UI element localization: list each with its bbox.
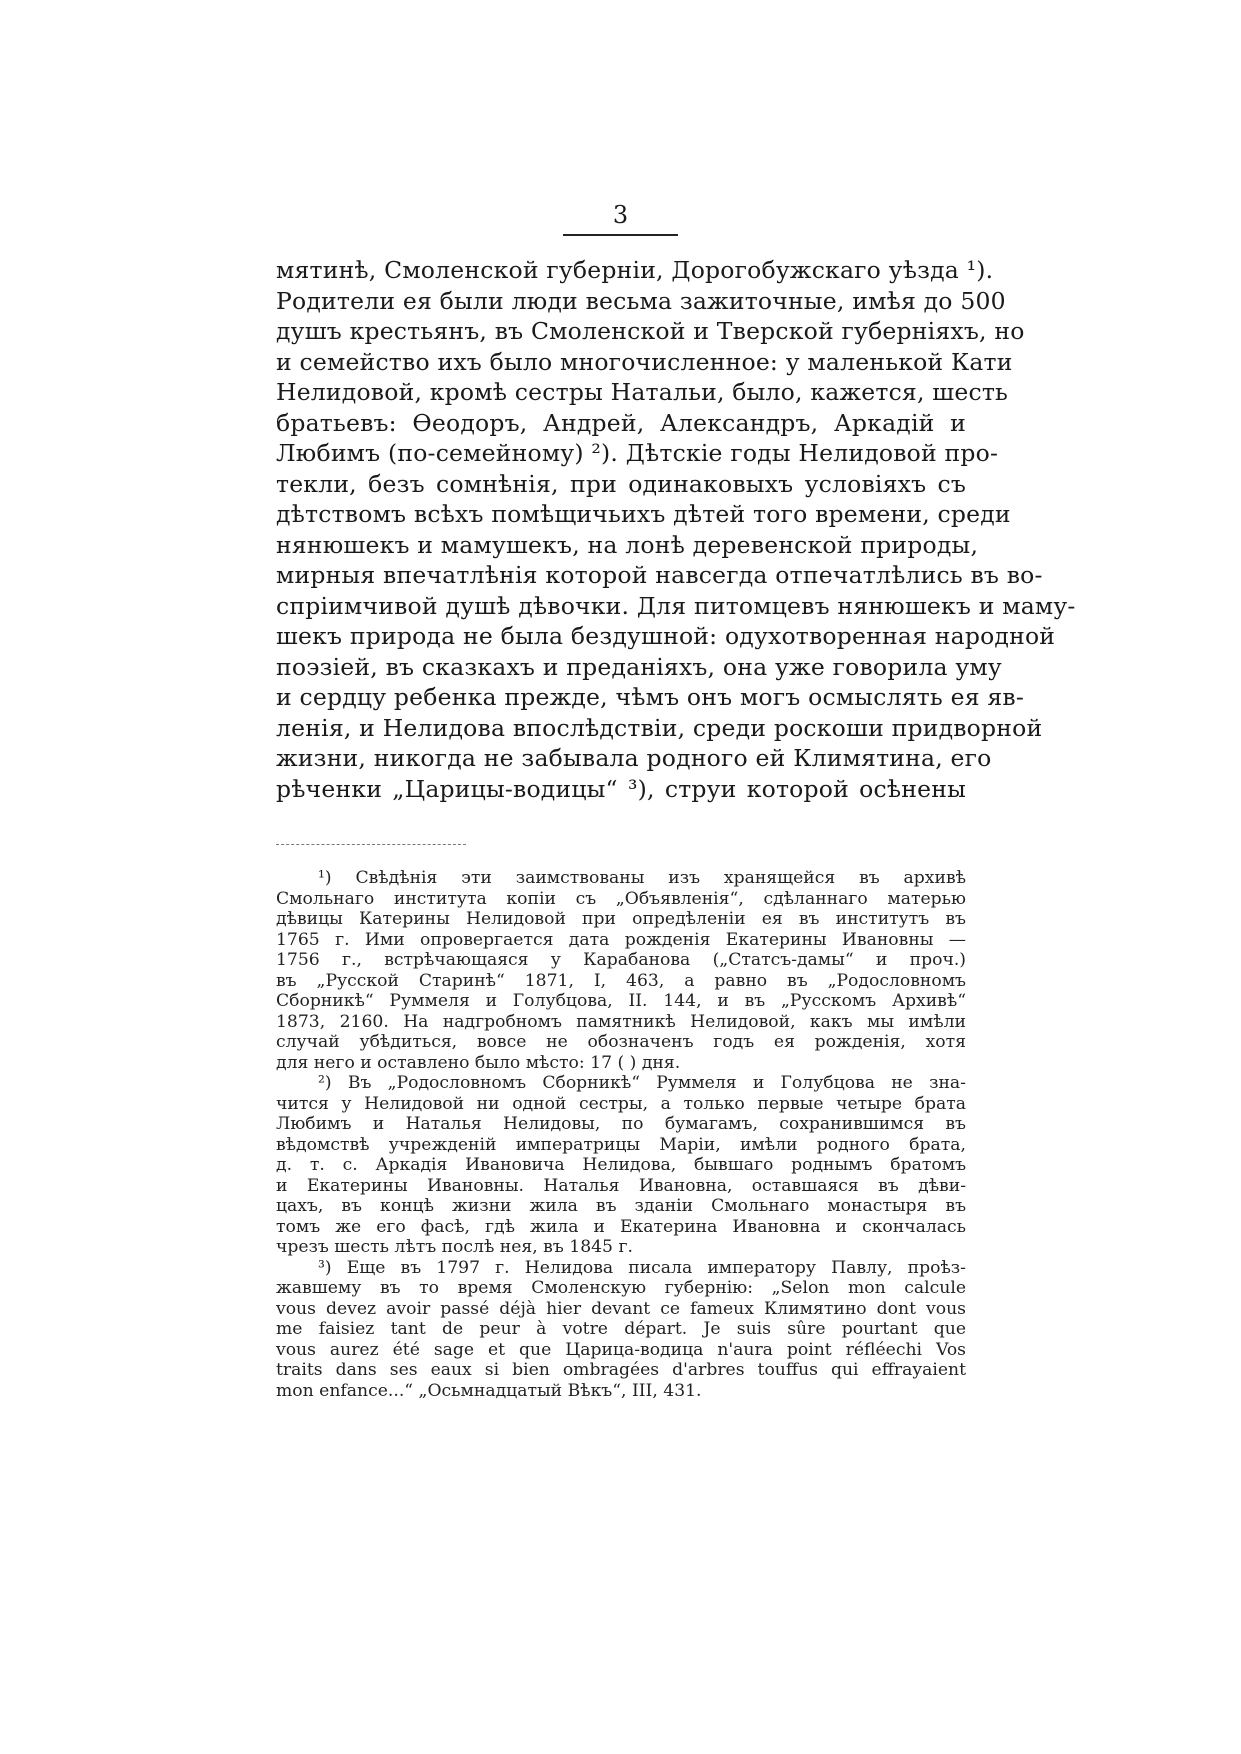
footnote-line: me faisiez tant de peur à votre départ. Je suis sûre pourtant que xyxy=(276,1319,966,1339)
footnote-line: вѣдомствѣ учрежденій императрицы Маріи, имѣли родного брата, xyxy=(276,1134,966,1155)
footnote-line: томъ же его фасѣ, гдѣ жила и Екатерина Ивановна и скончалась xyxy=(276,1216,966,1237)
main-text-line: братьевъ: Ѳеодоръ, Андрей, Александръ, Аркадій и xyxy=(276,408,966,437)
footnote-line: mon enfance...“ „Осьмнадцатый Вѣкъ“, III, 431. xyxy=(276,1380,702,1401)
main-text-line: шекъ природа не была бездушной: одухотворенная народной xyxy=(276,622,1056,650)
main-text-line: и сердцу ребенка прежде, чѣмъ онъ могъ осмыслять ея яв- xyxy=(276,683,1024,711)
footnotes xyxy=(276,868,966,1401)
main-text-line: текли, безъ сомнѣнія, при одинаковыхъ условіяхъ съ xyxy=(276,469,966,498)
footnote-line: ²) Въ „Родословномъ Сборникѣ“ Руммеля и Голубцова не зна- xyxy=(318,1073,966,1093)
footnote-line: и Екатерины Ивановны. Наталья Ивановна, оставшаяся въ дѣви- xyxy=(276,1175,966,1196)
main-text-line: жизни, никогда не забывала родного ей Климятина, его xyxy=(276,744,992,772)
main-text-line: рѣченки „Царицы-водицы“ ³), струи которой осѣнены xyxy=(276,774,966,803)
footnote-line: traits dans ses eaux si bien ombragées d'arbres touffus qui effrayaient xyxy=(276,1360,966,1380)
footnote-line: для него и оставлено было мѣсто: 17 ( ) дня. xyxy=(276,1052,681,1073)
footnote-line: vous devez avoir passé déjà hier devant ce fameux Климятино dont vous xyxy=(276,1298,966,1319)
footnote-line: 1765 г. Ими опровергается дата рожденія Екатерины Ивановны — xyxy=(276,929,966,950)
main-text-line: душъ крестьянъ, въ Смоленской и Тверской губерніяхъ, но xyxy=(276,317,1025,345)
main-text-line: ленія, и Нелидова впослѣдствіи, среди роскоши придворной xyxy=(276,713,1043,742)
footnote-line: vous aurez été sage et que Царица-водица n'aura point réfléechi Vos xyxy=(276,1339,966,1360)
main-text-line: мирныя впечатлѣнія которой навсегда отпечатлѣлись въ во- xyxy=(276,561,1043,589)
footnote-line: чится у Нелидовой ни одной сестры, а только первые четыре брата xyxy=(276,1093,966,1114)
footnote-1 xyxy=(276,868,966,1073)
footnote-line: Смольнаго института копіи съ „Объявленія“, сдѣланнаго матерью xyxy=(276,888,966,909)
main-text-line: мятинѣ, Смоленской губерніи, Дорогобужскаго уѣзда ¹). xyxy=(276,256,994,284)
main-text-line: дѣтствомъ всѣхъ помѣщичьихъ дѣтей того времени, среди xyxy=(276,500,1011,528)
footnote-line: случай убѣдиться, вовсе не обозначенъ годъ ея рожденія, хотя xyxy=(276,1032,966,1052)
footnote-line: д. т. с. Аркадія Ивановича Нелидова, бывшаго роднымъ братомъ xyxy=(276,1155,966,1175)
footnote-line: Сборникѣ“ Руммеля и Голубцова, II. 144, и въ „Русскомъ Архивѣ“ xyxy=(276,991,966,1011)
main-text-line: и семейство ихъ было многочисленное: у маленькой Кати xyxy=(276,347,1013,376)
main-text-line: спріимчивой душѣ дѣвочки. Для питомцевъ нянюшекъ и маму- xyxy=(276,591,1076,620)
main-text xyxy=(276,255,1076,804)
footnote-line: жавшему въ то время Смоленскую губернію: „Selon mon calcule xyxy=(276,1278,966,1298)
footnote-line: чрезъ шесть лѣтъ послѣ нея, въ 1845 г. xyxy=(276,1237,633,1257)
footnote-3 xyxy=(276,1258,966,1402)
footnote-line: дѣвицы Катерины Нелидовой при опредѣленіи ея въ институтъ въ xyxy=(276,909,966,929)
main-text-line: нянюшекъ и мамушекъ, на лонѣ деревенской природы, xyxy=(276,530,979,559)
main-text-line: Нелидовой, кромѣ сестры Натальи, было, кажется, шесть xyxy=(276,378,1009,406)
footnote-line: 1756 г., встрѣчающаяся у Карабанова („Статсъ-дамы“ и проч.) xyxy=(276,950,966,970)
main-text-line: Любимъ (по-семейному) ²). Дѣтскіе годы Нелидовой про- xyxy=(276,439,999,467)
footnote-separator xyxy=(276,844,466,845)
footnote-line: цахъ, въ концѣ жизни жила въ зданіи Смольнаго монастыря въ xyxy=(276,1196,966,1216)
page-number: 3 xyxy=(612,201,629,229)
footnote-line: 1873, 2160. На надгробномъ памятникѣ Нелидовой, какъ мы имѣли xyxy=(276,1011,966,1032)
main-text-line: Родители ея были люди весьма зажиточные, имѣя до 500 xyxy=(276,286,1006,315)
footnote-line: Любимъ и Наталья Нелидовы, по бумагамъ, сохранившимся въ xyxy=(276,1114,966,1134)
footnote-2 xyxy=(276,1073,966,1258)
main-text-line: поэзіей, въ сказкахъ и преданіяхъ, она уже говорила уму xyxy=(276,652,1002,681)
page-number-rule xyxy=(563,234,678,236)
footnote-line: ¹) Свѣдѣнія эти заимствованы изъ хранящейся въ архивѣ xyxy=(318,868,966,888)
footnote-line: ³) Еще въ 1797 г. Нелидова писала императору Павлу, проѣз- xyxy=(318,1257,966,1278)
footnote-line: въ „Русской Старинѣ“ 1871, I, 463, а равно въ „Родословномъ xyxy=(276,970,966,991)
